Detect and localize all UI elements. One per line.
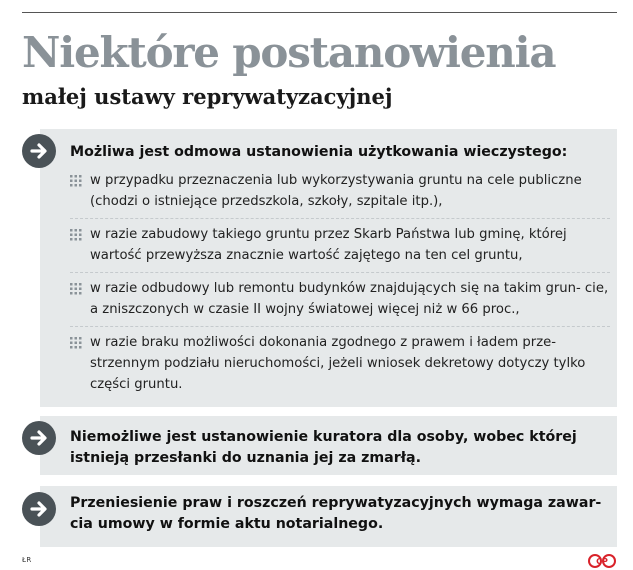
provision-list bbox=[70, 170, 610, 395]
list-item-text: w razie zabudowy takiego gruntu przez Skarb Państwa lub gminę, której wartość przewyższa znacznie wartość zajętego na ten cel gruntu, bbox=[90, 227, 567, 263]
top-rule bbox=[22, 12, 617, 13]
list-item bbox=[70, 332, 610, 395]
logo-text: CP bbox=[596, 557, 608, 566]
section-heading-2: Niemożliwe jest ustanowienie kuratora dla osoby, wobec której istnieją przesłanki do uznania jej za zmarłą. bbox=[70, 429, 577, 466]
dot-grid-icon bbox=[70, 337, 82, 349]
list-item-text: w razie odbudowy lub remontu budynków znajdujących się na takim grun- cie, a zniszczonych w czasie II wojny światowej więcej niż w 66 proc., bbox=[90, 281, 609, 317]
arrow-right-circle-icon bbox=[22, 134, 56, 168]
dot-grid-icon bbox=[70, 175, 82, 187]
list-item-text: w przypadku przeznaczenia lub wykorzystywania gruntu na cele publiczne (chodzi o istniejące przedszkola, szkoły, szpitale itp.), bbox=[90, 173, 582, 209]
item-divider bbox=[70, 218, 610, 219]
section-heading-1: Możliwa jest odmowa ustanowienia użytkowania wieczystego: bbox=[70, 144, 568, 160]
author-credit: ŁR bbox=[22, 556, 32, 564]
publisher-logo-icon bbox=[588, 554, 618, 568]
arrow-right-circle-icon bbox=[22, 421, 56, 455]
page-subtitle: małej ustawy reprywatyzacyjnej bbox=[22, 84, 393, 109]
list-item bbox=[70, 224, 610, 266]
list-item-text: w razie braku możliwości dokonania zgodnego z prawem i ładem prze- strzennym podziału nieruchomości, jeżeli wniosek dekretowy dotyczy tylko części gruntu. bbox=[90, 335, 586, 392]
page-title: Niektóre postanowienia bbox=[22, 28, 556, 77]
section-heading-3: Przeniesienie praw i roszczeń reprywatyzacyjnych wymaga zawar- cia umowy w formie aktu notarialnego. bbox=[70, 495, 602, 532]
list-item bbox=[70, 278, 610, 320]
arrow-right-circle-icon bbox=[22, 492, 56, 526]
list-item bbox=[70, 170, 610, 212]
dot-grid-icon bbox=[70, 283, 82, 295]
dot-grid-icon bbox=[70, 229, 82, 241]
item-divider bbox=[70, 272, 610, 273]
item-divider bbox=[70, 326, 610, 327]
